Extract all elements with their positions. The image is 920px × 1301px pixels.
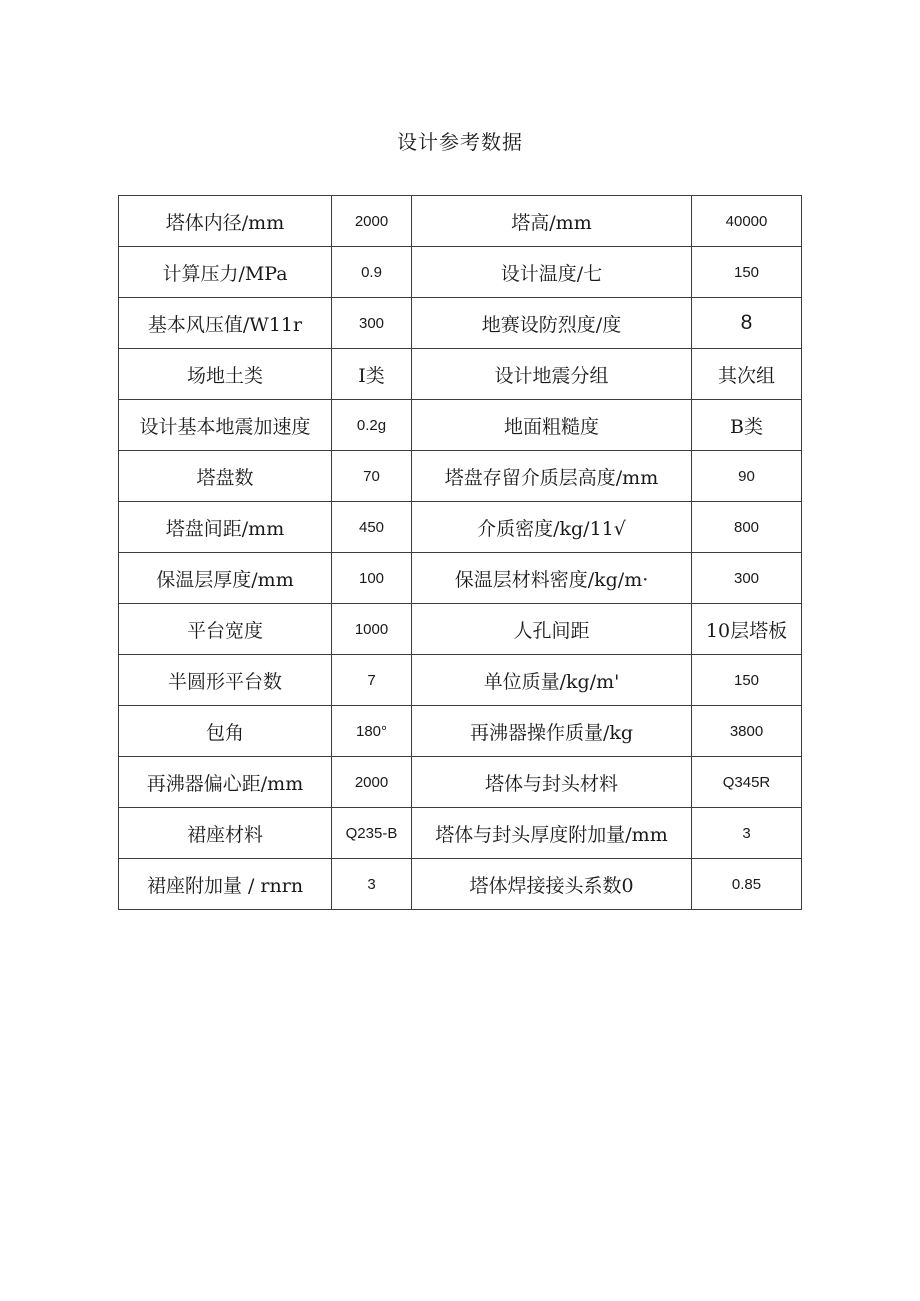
param-value: 10层塔板 xyxy=(692,604,802,655)
param-value: 100 xyxy=(332,553,412,604)
param-label: 设计温度/七 xyxy=(412,247,692,298)
param-value: 180° xyxy=(332,706,412,757)
param-label: 塔盘间距/mm xyxy=(119,502,332,553)
param-value: 3800 xyxy=(692,706,802,757)
param-label: 基本风压值/W11r xyxy=(119,298,332,349)
param-value: I类 xyxy=(332,349,412,400)
param-label: 人孔间距 xyxy=(412,604,692,655)
table-row xyxy=(119,859,802,910)
param-label: 计算压力/MPa xyxy=(119,247,332,298)
page-title: 设计参考数据 xyxy=(397,130,523,154)
param-label: 介质密度/kg/11√ xyxy=(412,502,692,553)
param-label: 地面粗糙度 xyxy=(412,400,692,451)
design-data-table xyxy=(118,195,802,910)
param-value: 其次组 xyxy=(692,349,802,400)
table-row xyxy=(119,604,802,655)
table-row xyxy=(119,655,802,706)
table-row xyxy=(119,196,802,247)
table-row xyxy=(119,298,802,349)
param-value: B类 xyxy=(692,400,802,451)
param-label: 塔盘存留介质层高度/mm xyxy=(412,451,692,502)
param-label: 裙座材料 xyxy=(119,808,332,859)
param-label: 塔高/mm xyxy=(412,196,692,247)
param-label: 塔体焊接接头系数0 xyxy=(412,859,692,910)
table-row xyxy=(119,808,802,859)
param-label: 场地土类 xyxy=(119,349,332,400)
param-label: 塔体与封头厚度附加量/mm xyxy=(412,808,692,859)
param-label: 平台宽度 xyxy=(119,604,332,655)
param-label: 设计地震分组 xyxy=(412,349,692,400)
param-value: 3 xyxy=(332,859,412,910)
param-label: 单位质量/kg/m' xyxy=(412,655,692,706)
param-value: 2000 xyxy=(332,757,412,808)
param-value: 0.9 xyxy=(332,247,412,298)
param-value: 0.2g xyxy=(332,400,412,451)
table-row xyxy=(119,706,802,757)
param-label: 保温层厚度/mm xyxy=(119,553,332,604)
table-row xyxy=(119,400,802,451)
table-row xyxy=(119,553,802,604)
param-label: 塔体与封头材料 xyxy=(412,757,692,808)
param-value: 70 xyxy=(332,451,412,502)
table-row xyxy=(119,349,802,400)
param-label: 地赛设防烈度/度 xyxy=(412,298,692,349)
param-value: 800 xyxy=(692,502,802,553)
param-label: 塔盘数 xyxy=(119,451,332,502)
param-value: 40000 xyxy=(692,196,802,247)
param-value: 2000 xyxy=(332,196,412,247)
param-label: 保温层材料密度/kg/m· xyxy=(412,553,692,604)
param-value: 90 xyxy=(692,451,802,502)
param-value: 3 xyxy=(692,808,802,859)
param-label: 包角 xyxy=(119,706,332,757)
param-label: 半圆形平台数 xyxy=(119,655,332,706)
param-value: 0.85 xyxy=(692,859,802,910)
param-label: 裙座附加量 / rnrn xyxy=(119,859,332,910)
param-label: 再沸器操作质量/kg xyxy=(412,706,692,757)
param-value: Q235-B xyxy=(332,808,412,859)
param-value: 1000 xyxy=(332,604,412,655)
param-value: 450 xyxy=(332,502,412,553)
param-value: 300 xyxy=(332,298,412,349)
param-value: Q345R xyxy=(692,757,802,808)
param-label: 塔体内径/mm xyxy=(119,196,332,247)
param-label: 设计基本地震加速度 xyxy=(119,400,332,451)
param-value: 8 xyxy=(692,298,802,349)
param-value: 150 xyxy=(692,247,802,298)
table-row xyxy=(119,757,802,808)
param-value: 7 xyxy=(332,655,412,706)
param-value: 150 xyxy=(692,655,802,706)
table-row xyxy=(119,451,802,502)
param-value: 300 xyxy=(692,553,802,604)
table-row xyxy=(119,247,802,298)
table-row xyxy=(119,502,802,553)
param-label: 再沸器偏心距/mm xyxy=(119,757,332,808)
